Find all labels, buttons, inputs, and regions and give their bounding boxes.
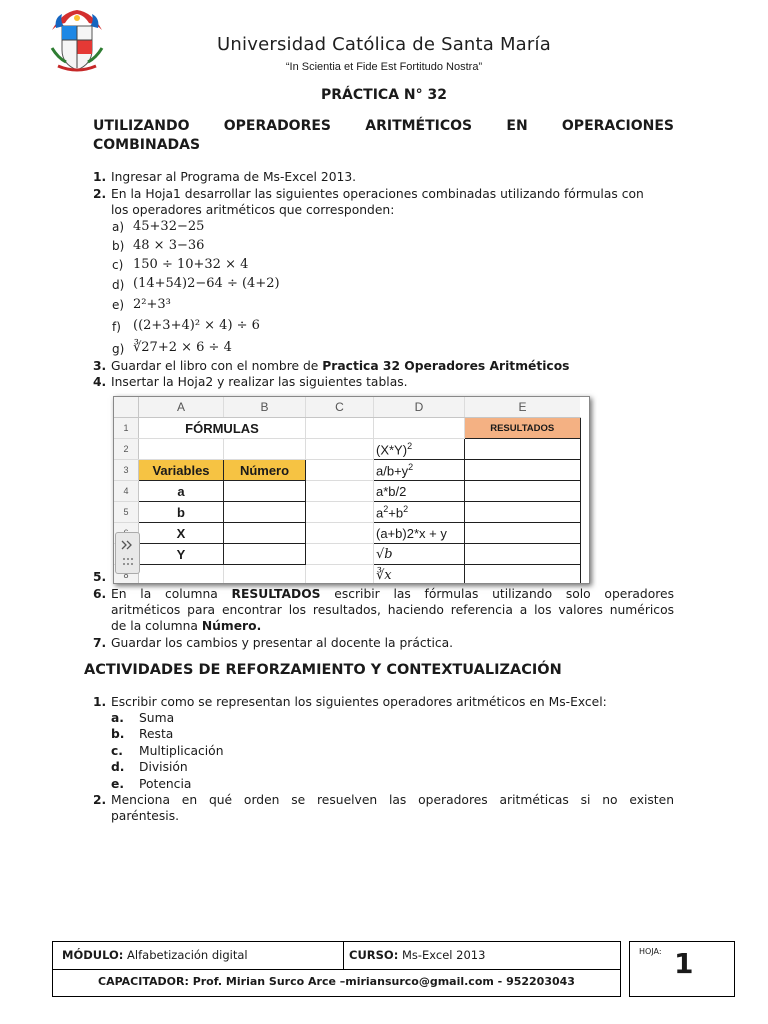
item-text: Suma [139,711,175,725]
sheet-side-handle[interactable] [115,532,140,574]
footer-row-1 [53,942,620,970]
handle-dots-icon [116,533,139,573]
item-label: d. [111,760,125,774]
step-6-text-line2: aritméticos para encontrar los resultados, haciendo referencia a los valores numéricos [111,603,674,617]
formula-cell [374,502,465,523]
step-3-number: 3. [93,359,107,373]
superscript: 2 [403,503,409,514]
formula-cell: √b [374,544,465,565]
cell [374,418,465,439]
op-expression: 2²+3³ [133,297,171,312]
capacitador-cell: CAPACITADOR: Prof. Mirian Surco Arce –miriansurco@gmail.com - 952203043 [98,975,575,988]
activity-1-number: 1. [93,695,107,709]
formula-cell: a*b/2 [374,481,465,502]
activity-2-number: 2. [93,793,107,807]
cell [139,565,224,585]
numero-header-cell: Número [224,460,306,481]
column-header: A [139,397,224,418]
step-1-text: Ingresar al Programa de Ms-Excel 2013. [111,170,357,184]
cell [139,439,224,460]
activities-title: ACTIVIDADES DE REFORZAMIENTO Y CONTEXTUALIZACIÓN [84,662,562,678]
formula-text: a [376,505,384,521]
modulo-cell [62,948,248,962]
cell [306,481,374,502]
corner-cell [114,397,139,418]
step-6-text-line1 [111,586,674,602]
superscript: 2 [407,440,413,451]
cell [224,565,306,585]
op-label: e) [112,298,125,312]
cell [306,460,374,481]
op-expression: 150 ÷ 10+32 × 4 [133,257,249,272]
result-cell[interactable] [465,544,581,565]
activity-2-text-line2: paréntesis. [111,809,180,823]
formula-cell: (a+b)2*x + y [374,523,465,544]
variable-cell: a [139,481,224,502]
number-cell[interactable] [224,502,306,523]
cell [224,439,306,460]
step-2-text-line2: los operadores aritméticos que corresponden: [111,203,395,217]
cell [306,565,374,585]
item-label: e. [111,777,125,791]
superscript: 2 [408,461,414,472]
row-header: 1 [114,418,139,439]
variables-header-cell: Variables [139,460,224,481]
step-2-text-line1: En la Hoja1 desarrollar las siguientes operaciones combinadas utilizando fórmulas con [111,187,644,201]
result-cell[interactable] [465,523,581,544]
modulo-label: MÓDULO: [62,948,124,962]
practice-subtitle-cont: COMBINADAS [93,137,201,153]
row-header: 4 [114,481,139,502]
item-label: c. [111,744,123,758]
university-motto: “In Scientia et Fide Est Fortitudo Nostra” [285,61,483,73]
step-6-text-a: En la columna [111,587,232,601]
step-3-filename: Practica 32 Operadores Aritméticos [322,359,570,373]
step-6-text-d: de la columna [111,619,202,633]
cell [306,502,374,523]
university-name: Universidad Católica de Santa María [217,34,551,55]
column-header: C [306,397,374,418]
curso-cell [349,948,485,962]
step-5-number: 5. [93,570,107,584]
op-expression: (14+54)2−64 ÷ (4+2) [133,276,280,291]
result-cell[interactable] [465,439,581,460]
column-header: E [465,397,581,418]
footer-divider [343,942,344,969]
practice-title: PRÁCTICA N° 32 [321,87,447,103]
hoja-label: HOJA: [639,947,662,956]
cell [306,418,374,439]
formula-text: +b [388,505,404,521]
result-cell[interactable] [465,460,581,481]
step-4-number: 4. [93,375,107,389]
curso-label: CURSO: [349,948,399,962]
result-cell[interactable] [465,565,581,585]
number-cell[interactable] [224,523,306,544]
number-cell[interactable] [224,544,306,565]
cell [306,439,374,460]
step-6-numero-word: Número. [201,619,262,633]
variable-cell: Y [139,544,224,565]
page-number: 1 [674,947,694,980]
formula-cell: ∛x [374,565,465,585]
step-7-number: 7. [93,636,107,650]
step-3-text [111,358,570,374]
formula-cell [374,439,465,460]
step-1-number: 1. [93,170,107,184]
step-6-text-c: escribir las fórmulas utilizando solo operadores [320,587,675,601]
formula-text: a/b+y [376,463,409,479]
op-label: c) [112,258,124,272]
op-expression: 48 × 3−36 [133,238,205,253]
op-expression: ((2+3+4)² × 4) ÷ 6 [133,318,260,333]
superscript: 2 [383,503,389,514]
activity-1-text: Escribir como se representan los siguientes operadores aritméticos en Ms-Excel: [111,695,607,709]
result-cell[interactable] [465,502,581,523]
item-label: b. [111,727,125,741]
formula-cell [374,460,465,481]
row-header: 2 [114,439,139,460]
op-label: a) [112,220,125,234]
item-text: Resta [139,727,174,741]
op-expression: ∛27+2 × 6 ÷ 4 [133,340,232,355]
footer-info-table [52,941,621,997]
variable-cell: b [139,502,224,523]
step-6-results-word: RESULTADOS [231,587,321,601]
item-text: Multiplicación [139,744,224,758]
result-cell[interactable] [465,481,581,502]
cell [306,544,374,565]
step-6-text-line3 [111,618,261,634]
excel-sheet-screenshot [113,396,590,584]
variable-cell: X [139,523,224,544]
row-header: 3 [114,460,139,481]
op-expression: 45+32−25 [133,219,205,234]
item-text: Potencia [139,777,192,791]
activity-2-text-line1: Menciona en qué orden se resuelven las operadores aritméticas si no existen [111,793,674,807]
formulas-title-cell: FÓRMULAS [139,418,306,439]
step-6-number: 6. [93,587,107,601]
cell [306,523,374,544]
column-header: B [224,397,306,418]
page-number-box [629,941,735,997]
row-header: 5 [114,502,139,523]
item-text: División [139,760,188,774]
step-7-text: Guardar los cambios y presentar al docente la práctica. [111,636,454,650]
results-header-cell: RESULTADOS [465,418,581,439]
op-label: g) [112,342,125,356]
item-label: a. [111,711,124,725]
step-2-number: 2. [93,187,107,201]
modulo-value: Alfabetización digital [123,948,248,962]
practice-subtitle: UTILIZANDO OPERADORES ARITMÉTICOS EN OPERACIONES [93,118,674,134]
op-label: d) [112,278,125,292]
step-4-text: Insertar la Hoja2 y realizar las siguientes tablas. [111,375,408,389]
op-label: b) [112,239,125,253]
curso-value: Ms-Excel 2013 [398,948,486,962]
step-3-text-a: Guardar el libro con el nombre de [111,359,323,373]
formula-text: (X*Y) [376,442,408,458]
column-header: D [374,397,465,418]
op-label: f) [112,320,121,334]
number-cell[interactable] [224,481,306,502]
